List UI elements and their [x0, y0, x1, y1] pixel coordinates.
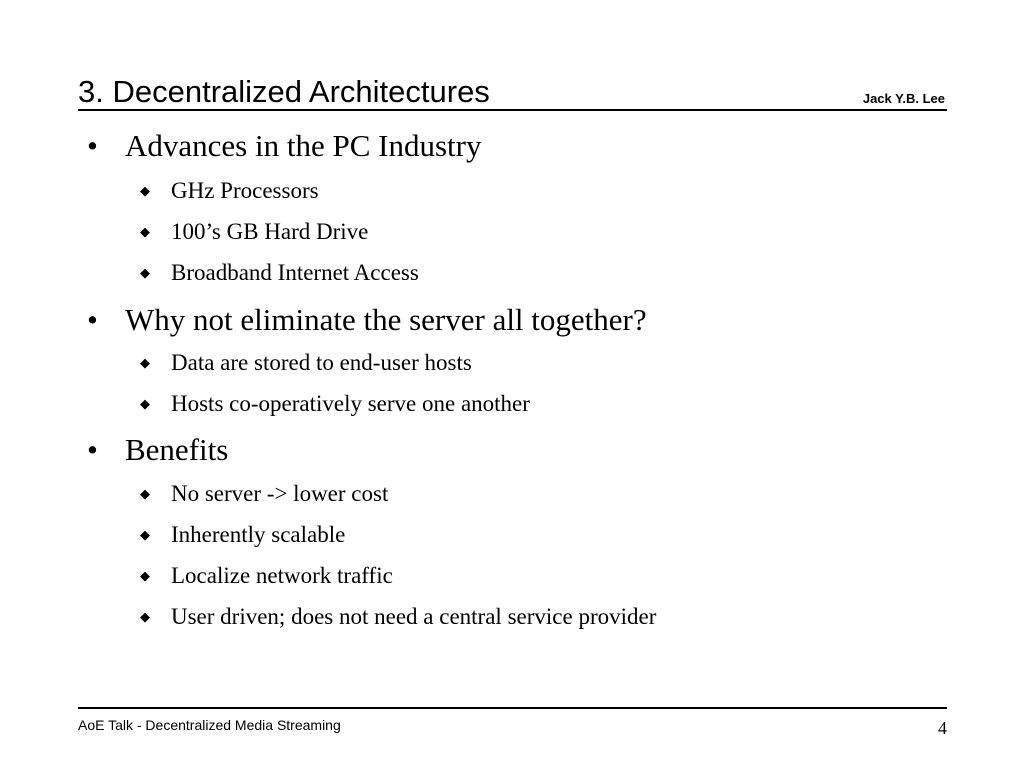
diamond-bullet-icon: ◆: [140, 265, 150, 280]
diamond-bullet-icon: ◆: [140, 486, 150, 501]
sub-bullet-text: Hosts co-operatively serve one another: [171, 391, 530, 416]
sub-bullet-item: [140, 349, 472, 377]
diamond-bullet-icon: ◆: [140, 224, 150, 239]
sub-bullet-item: [140, 562, 393, 590]
bullet-dot-icon: •: [87, 302, 98, 337]
sub-bullet-item: [140, 390, 530, 418]
sub-bullet-item: [140, 177, 319, 205]
sub-bullet-text: GHz Processors: [171, 178, 319, 203]
footer-divider: [78, 707, 947, 709]
sub-bullet-item: [140, 218, 368, 246]
bullet-item: [87, 302, 647, 338]
sub-bullet-item: [140, 521, 345, 549]
sub-bullet-text: Localize network traffic: [171, 563, 393, 588]
sub-bullet-text: No server -> lower cost: [171, 481, 389, 506]
diamond-bullet-icon: ◆: [140, 609, 150, 624]
diamond-bullet-icon: ◆: [140, 183, 150, 198]
author-name: Jack Y.B. Lee: [862, 91, 945, 106]
bullet-text: Why not eliminate the server all together?: [125, 302, 647, 337]
bullet-item: [87, 432, 228, 468]
diamond-bullet-icon: ◆: [140, 396, 150, 411]
diamond-bullet-icon: ◆: [140, 355, 150, 370]
sub-bullet-text: Data are stored to end-user hosts: [171, 350, 472, 375]
footer-text: AoE Talk - Decentralized Media Streaming: [78, 717, 341, 733]
sub-bullet-text: 100’s GB Hard Drive: [171, 219, 369, 244]
diamond-bullet-icon: ◆: [140, 568, 150, 583]
slide-title: 3. Decentralized Architectures: [78, 74, 490, 109]
bullet-text: Advances in the PC Industry: [125, 128, 482, 163]
bullet-dot-icon: •: [87, 432, 98, 467]
sub-bullet-text: Inherently scalable: [171, 522, 346, 547]
diamond-bullet-icon: ◆: [140, 527, 150, 542]
bullet-dot-icon: •: [87, 128, 98, 163]
sub-bullet-item: [140, 603, 656, 631]
page-number: 4: [938, 718, 947, 738]
bullet-item: [87, 128, 481, 164]
sub-bullet-item: [140, 259, 419, 287]
sub-bullet-text: Broadband Internet Access: [171, 260, 419, 285]
sub-bullet-item: [140, 480, 388, 508]
sub-bullet-text: User driven; does not need a central service provider: [171, 604, 657, 629]
bullet-text: Benefits: [125, 432, 229, 467]
